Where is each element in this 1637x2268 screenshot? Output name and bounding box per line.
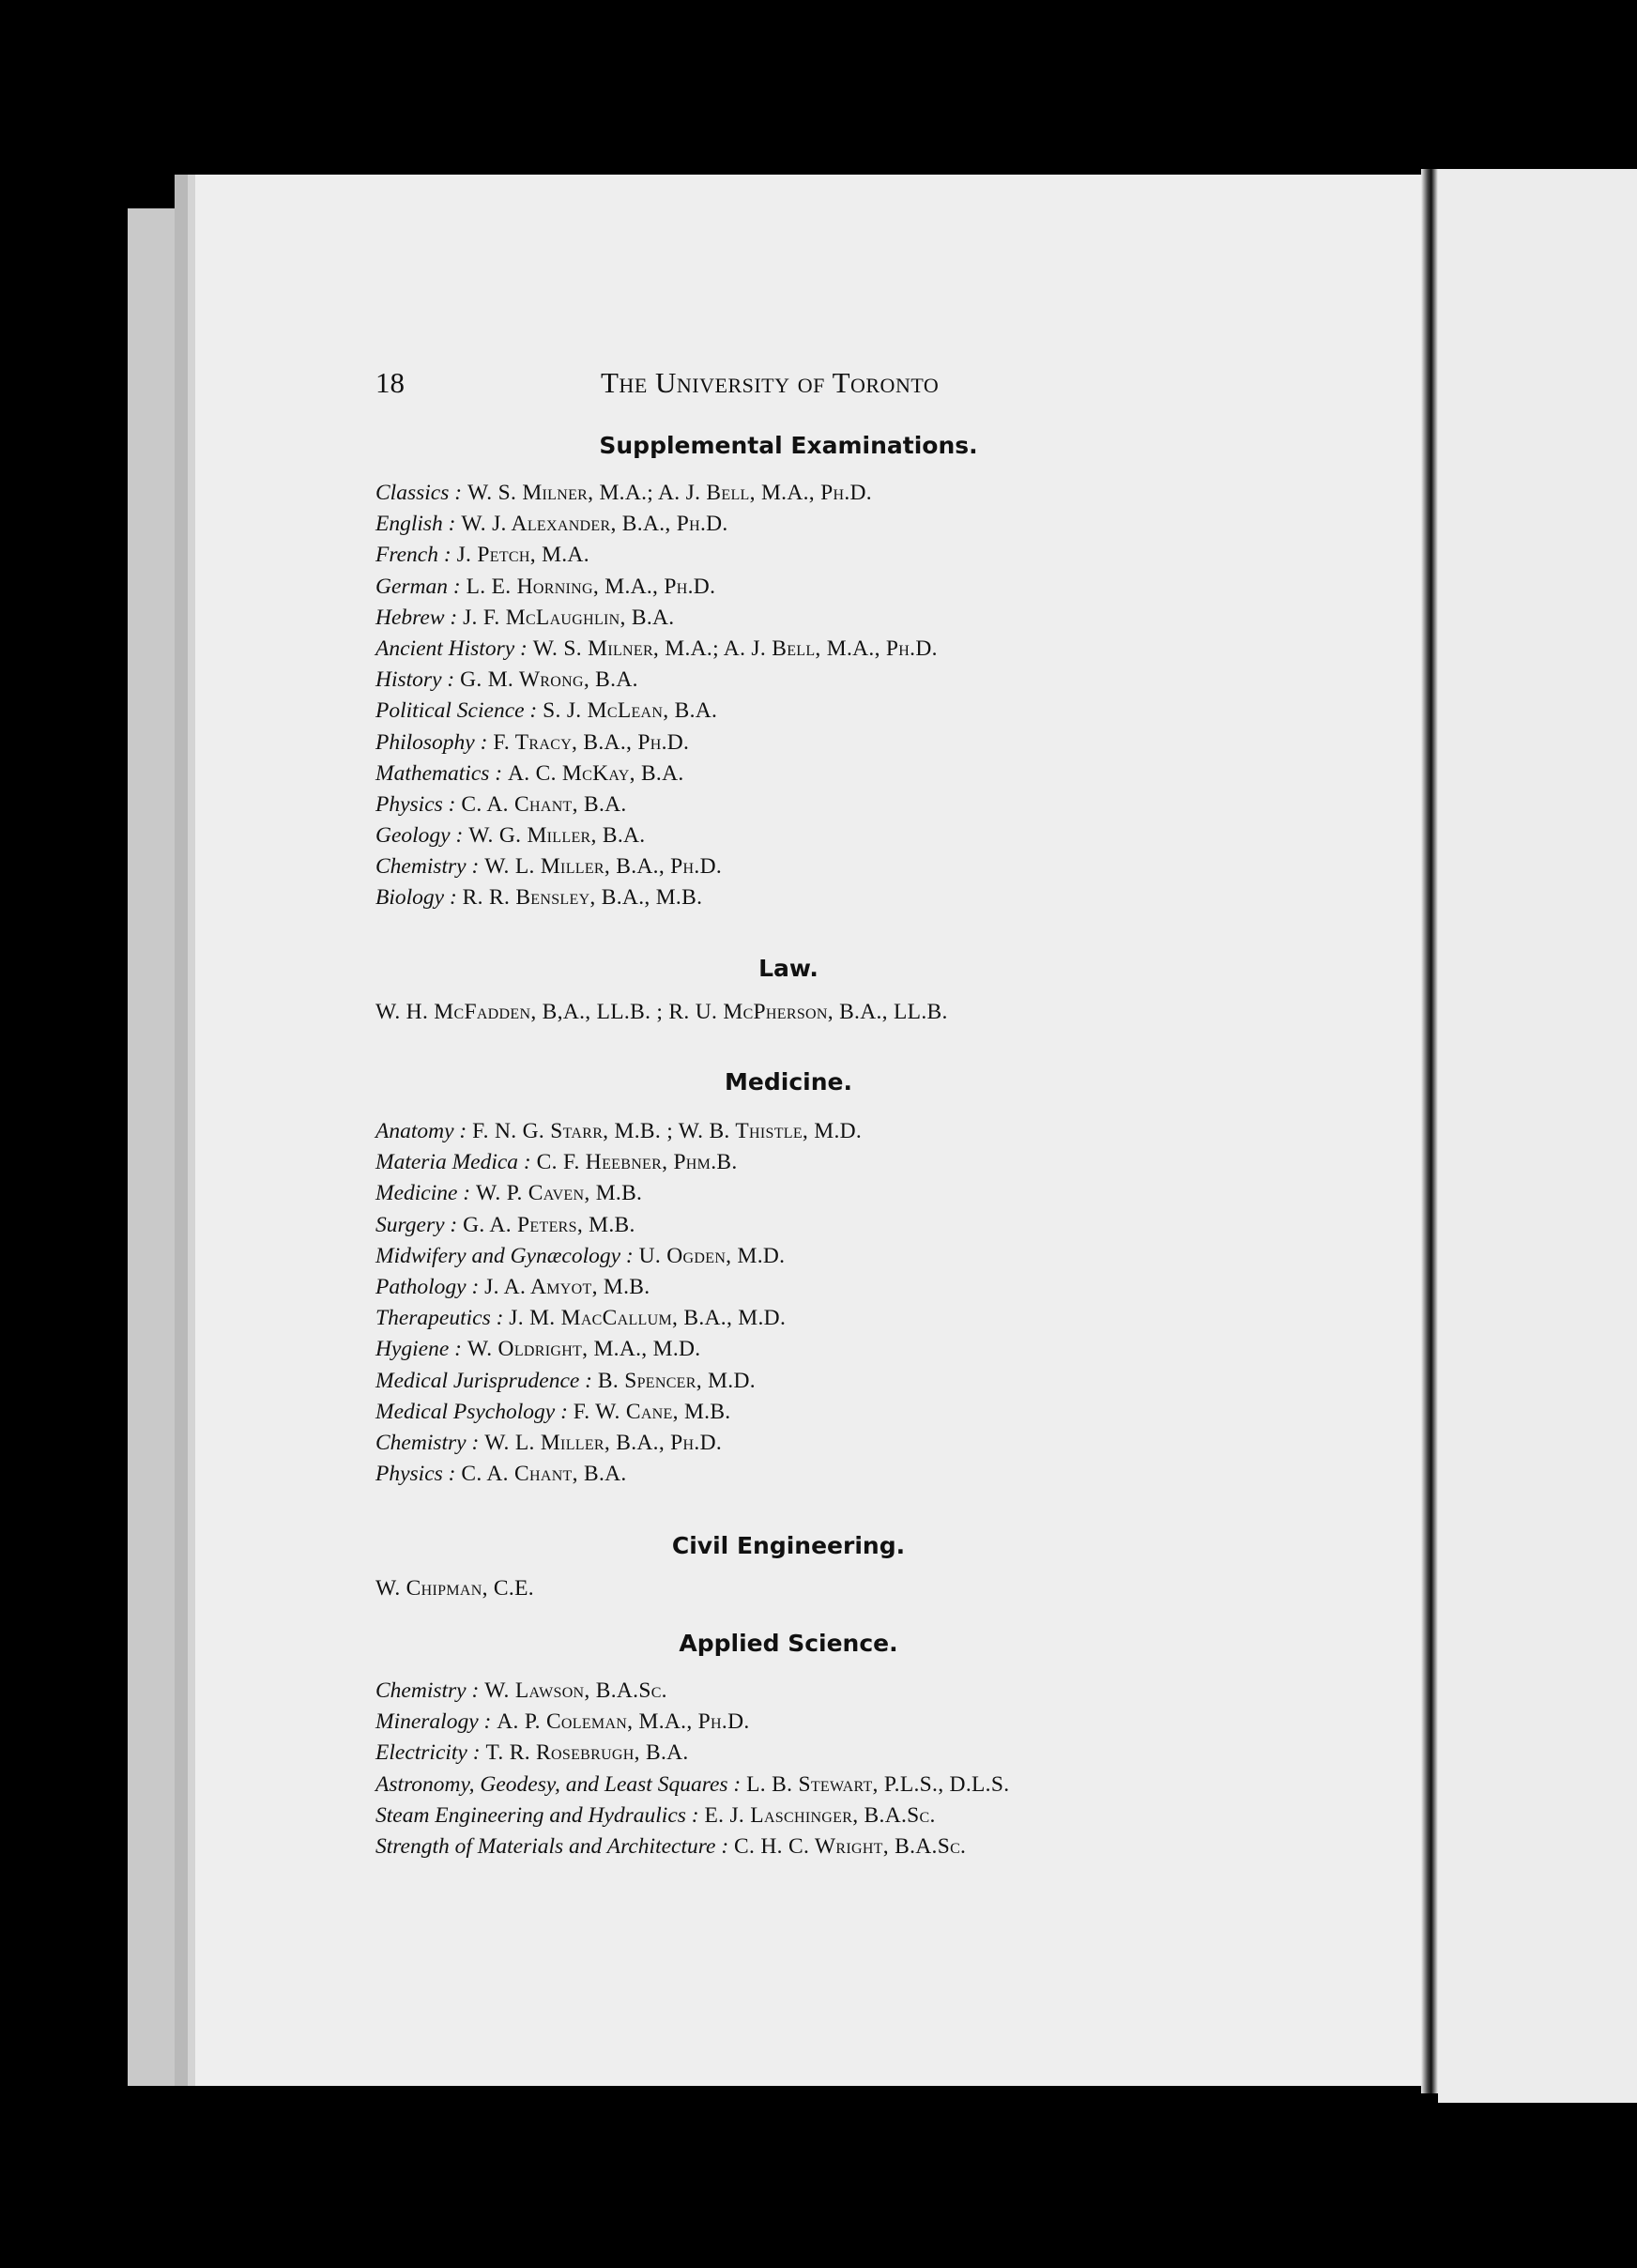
subject-label: Physics : xyxy=(375,1462,456,1487)
running-title: The University of Toronto xyxy=(601,366,940,399)
examiner-entry xyxy=(375,851,938,882)
examiner-names: W. G. Miller, B.A. xyxy=(468,823,646,849)
examiner-entry xyxy=(375,1676,1009,1707)
subject-label: Hebrew : xyxy=(375,605,458,630)
subject-label: Chemistry : xyxy=(375,854,480,880)
subject-label: Medical Jurisprudence : xyxy=(375,1368,593,1393)
examiner-entry xyxy=(375,1707,1009,1738)
examiner-entry xyxy=(375,1801,1009,1831)
examiner-entry xyxy=(375,789,938,820)
examiner-entry xyxy=(375,478,938,509)
examiner-names: W. L. Miller, B.A., Ph.D. xyxy=(484,854,723,880)
examiner-entry xyxy=(375,1831,1009,1862)
examiner-names: J. F. McLaughlin, B.A. xyxy=(463,605,675,630)
examiner-entry xyxy=(375,1210,862,1241)
examiner-names: B. Spencer, M.D. xyxy=(597,1368,756,1393)
subject-label: Electricity : xyxy=(375,1740,481,1766)
subject-label: Physics : xyxy=(375,791,456,817)
examiner-entry xyxy=(375,634,938,665)
examiner-entry xyxy=(375,1334,862,1365)
heading-law: Law. xyxy=(758,955,818,982)
examiner-names: L. E. Horning, M.A., Ph.D. xyxy=(466,574,716,599)
examiner-entry xyxy=(375,1397,862,1428)
examiner-entry xyxy=(375,665,938,696)
subject-label: Surgery : xyxy=(375,1212,458,1237)
subject-label: Medical Psychology : xyxy=(375,1399,568,1424)
subject-label: English : xyxy=(375,512,456,537)
examiner-names: A. P. Coleman, M.A., Ph.D. xyxy=(497,1709,750,1735)
examiner-names: G. M. Wrong, B.A. xyxy=(460,667,638,693)
subject-label: Steam Engineering and Hydraulics : xyxy=(375,1802,699,1828)
examiner-names: W. J. Alexander, B.A., Ph.D. xyxy=(461,512,728,537)
examiner-names: R. R. Bensley, B.A., M.B. xyxy=(462,885,703,911)
examiner-names: W. S. Milner, M.A.; A. J. Bell, M.A., Ph.D. xyxy=(532,636,938,661)
examiner-names: J. M. MacCallum, B.A., M.D. xyxy=(509,1306,787,1331)
examiner-names: F. W. Cane, M.B. xyxy=(573,1399,731,1424)
heading-civil-engineering: Civil Engineering. xyxy=(671,1532,906,1559)
subject-label: Mathematics : xyxy=(375,760,503,786)
subject-label: Chemistry : xyxy=(375,1430,480,1455)
facing-page xyxy=(1438,169,1637,2103)
examiner-entry xyxy=(375,572,938,603)
examiner-names: G. A. Peters, M.B. xyxy=(463,1212,635,1237)
examiner-entry xyxy=(375,1272,862,1303)
examiner-names: W. Oldright, M.A., M.D. xyxy=(467,1337,701,1362)
subject-label: Midwifery and Gynæcology : xyxy=(375,1243,634,1268)
subject-label: Chemistry : xyxy=(375,1678,480,1703)
subject-label: Medicine : xyxy=(375,1181,471,1206)
page-number: 18 xyxy=(375,366,405,399)
examiner-entry xyxy=(375,1178,862,1209)
examiner-entry xyxy=(375,509,938,540)
heading-medicine: Medicine. xyxy=(725,1068,852,1096)
heading-supplemental-examinations: Supplemental Examinations. xyxy=(599,432,978,459)
subject-label: Strength of Materials and Architecture : xyxy=(375,1833,729,1859)
examiner-names: A. C. McKay, B.A. xyxy=(507,760,684,786)
examiner-names: C. F. Heebner, Phm.B. xyxy=(536,1150,738,1175)
subject-label: Philosophy : xyxy=(375,729,488,755)
heading-applied-science: Applied Science. xyxy=(679,1630,898,1657)
examiner-entry xyxy=(375,820,938,851)
subject-label: Classics : xyxy=(375,481,463,505)
subject-label: German : xyxy=(375,574,461,599)
subject-label: Political Science : xyxy=(375,698,538,724)
examiner-names: C. A. Chant, B.A. xyxy=(461,791,627,817)
examiner-names: U. Ogden, M.D. xyxy=(638,1243,786,1268)
law-examiners-line: W. H. McFadden, B,A., LL.B. ; R. U. McPherson, B.A., LL.B. xyxy=(375,1000,948,1024)
examiner-names: W. S. Milner, M.A.; A. J. Bell, M.A., Ph.D. xyxy=(467,481,872,505)
civil-engineering-examiner-line: W. Chipman, C.E. xyxy=(375,1576,534,1601)
examiner-entry xyxy=(375,1241,862,1272)
examiner-names: W. Lawson, B.A.Sc. xyxy=(484,1678,667,1703)
subject-label: Hygiene : xyxy=(375,1337,462,1362)
applied-science-examiners-list xyxy=(375,1676,1009,1862)
subject-label: Mineralogy : xyxy=(375,1709,492,1735)
examiner-names: J. Petch, M.A. xyxy=(456,543,589,568)
supplemental-examiners-list xyxy=(375,478,938,914)
subject-label: Anatomy : xyxy=(375,1119,467,1143)
examiner-names: F. N. G. Starr, M.B. ; W. B. Thistle, M.D. xyxy=(472,1119,863,1143)
examiner-names: S. J. McLean, B.A. xyxy=(543,698,718,724)
examiner-entry xyxy=(375,696,938,727)
examiner-entry xyxy=(375,1428,862,1459)
subject-label: Ancient History : xyxy=(375,636,528,661)
examiner-entry xyxy=(375,1459,862,1490)
subject-label: History : xyxy=(375,667,455,693)
medicine-examiners-list xyxy=(375,1116,862,1490)
examiner-entry xyxy=(375,1116,862,1147)
examiner-entry xyxy=(375,759,938,789)
examiner-entry xyxy=(375,603,938,634)
examiner-names: L. B. Stewart, P.L.S., D.L.S. xyxy=(746,1771,1010,1797)
subject-label: Geology : xyxy=(375,823,464,849)
examiner-entry xyxy=(375,1303,862,1334)
subject-label: French : xyxy=(375,543,451,568)
examiner-entry xyxy=(375,1738,1009,1769)
subject-label: Pathology : xyxy=(375,1274,480,1299)
examiner-names: F. Tracy, B.A., Ph.D. xyxy=(493,729,690,755)
examiner-names: C. A. Chant, B.A. xyxy=(461,1462,627,1487)
examiner-names: E. J. Laschinger, B.A.Sc. xyxy=(704,1802,936,1828)
examiner-names: C. H. C. Wright, B.A.Sc. xyxy=(734,1833,967,1859)
page-header xyxy=(375,366,1033,404)
examiner-entry xyxy=(375,728,938,759)
examiner-names: J. A. Amyot, M.B. xyxy=(484,1274,650,1299)
book-spine xyxy=(1421,169,1438,2093)
subject-label: Biology : xyxy=(375,885,457,911)
examiner-names: W. P. Caven, M.B. xyxy=(476,1181,643,1206)
subject-label: Therapeutics : xyxy=(375,1306,504,1331)
examiner-names: T. R. Rosebrugh, B.A. xyxy=(485,1740,689,1766)
examiner-entry xyxy=(375,1770,1009,1801)
examiner-entry xyxy=(375,1366,862,1397)
subject-label: Materia Medica : xyxy=(375,1150,531,1175)
examiner-entry xyxy=(375,540,938,571)
subject-label: Astronomy, Geodesy, and Least Squares : xyxy=(375,1771,742,1797)
examiner-entry xyxy=(375,882,938,913)
examiner-entry xyxy=(375,1147,862,1178)
examiner-names: W. L. Miller, B.A., Ph.D. xyxy=(484,1430,723,1455)
